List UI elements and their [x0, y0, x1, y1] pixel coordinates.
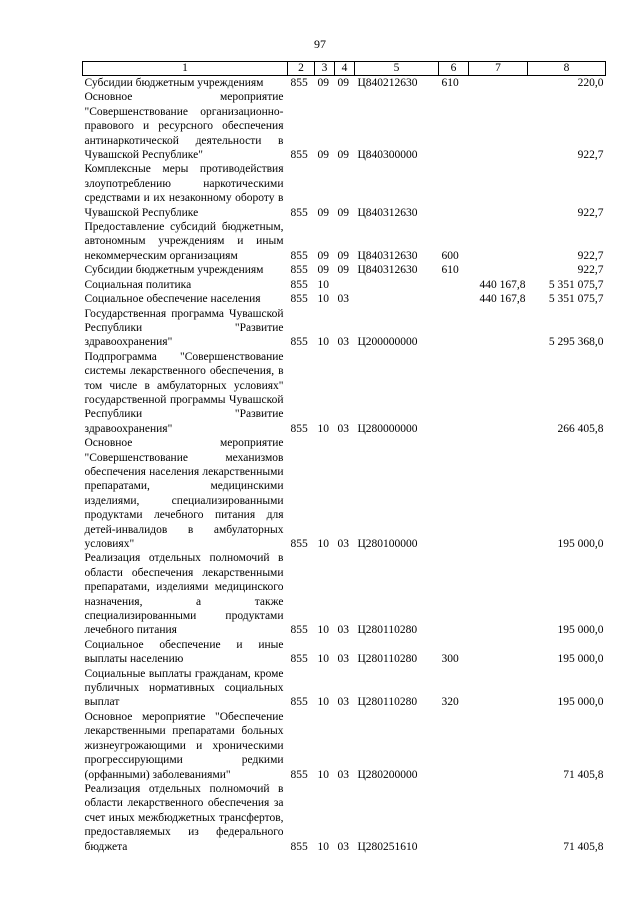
expense-type-cell: [439, 710, 469, 782]
column-header: 2: [288, 62, 315, 76]
ministry-code-cell: 855: [290, 278, 308, 291]
target-article-cell: Ц200000000: [357, 336, 418, 349]
target-article-cell: Ц840312630: [357, 206, 418, 219]
subsection-code-cell: [335, 278, 355, 292]
section-code-cell: 10: [317, 293, 329, 306]
amount-total-cell: 922,7: [577, 206, 604, 219]
row-name-cell: Реализация отдельных полномочий в области обеспечения лекарственными препаратами, изделиями медицинского назначения, а также специализированными продуктами лечебного питания: [84, 552, 284, 637]
amount-change-cell: [469, 76, 528, 91]
column-header: 1: [83, 62, 288, 76]
target-article-cell: Ц840312630: [357, 264, 418, 277]
target-article-cell: Ц280251610: [357, 840, 418, 853]
section-code-cell: 09: [317, 264, 329, 277]
expense-type-cell: [439, 551, 469, 637]
amount-change-cell: [469, 782, 528, 854]
table-row: [83, 90, 606, 162]
expense-type-cell: [439, 292, 469, 306]
section-code-cell: 10: [317, 538, 329, 550]
ministry-code-cell: 855: [290, 840, 308, 853]
target-article-cell: Ц840300000: [357, 149, 418, 162]
row-name-cell: Субсидии бюджетным учреждениям: [84, 264, 264, 277]
section-code-cell: 09: [317, 206, 329, 219]
ministry-code-cell: 855: [290, 206, 308, 219]
amount-total-cell: 71 405,8: [563, 840, 604, 853]
subsection-code-cell: 03: [337, 293, 349, 306]
section-code-cell: 10: [317, 422, 329, 435]
row-name-cell: Социальные выплаты гражданам, кроме публичных нормативных социальных выплат: [84, 667, 284, 709]
row-name-cell: Социальное обеспечение и иные выплаты населению: [84, 638, 284, 666]
amount-change-cell: [469, 710, 528, 782]
expense-type-cell: 300: [441, 653, 459, 666]
target-article-cell: Ц280000000: [357, 422, 418, 435]
table-row: [83, 292, 606, 306]
subsection-code-cell: 09: [337, 249, 349, 262]
table-row: [83, 162, 606, 220]
column-header: 8: [528, 62, 606, 76]
expense-type-cell: 320: [441, 696, 459, 709]
budget-table: [82, 61, 606, 854]
amount-total-cell: 5 295 368,0: [548, 336, 604, 349]
ministry-code-cell: 855: [290, 77, 308, 89]
amount-change-cell: [469, 638, 528, 667]
row-name-cell: Комплексные меры противодействия злоупотреблению наркотическими средствами и их незаконному обороту в Чувашской Республике: [84, 163, 284, 219]
section-code-cell: 10: [317, 624, 329, 637]
amount-change-cell: [469, 162, 528, 220]
expense-type-cell: [439, 350, 469, 436]
target-article-cell: Ц280110280: [357, 653, 418, 666]
section-code-cell: 10: [317, 840, 329, 853]
subsection-code-cell: 03: [337, 538, 349, 550]
row-name-cell: Социальная политика: [84, 278, 192, 291]
amount-total-cell: 71 405,8: [563, 768, 604, 781]
ministry-code-cell: 855: [290, 264, 308, 277]
section-code-cell: 09: [317, 249, 329, 262]
column-header: 5: [355, 62, 439, 76]
subsection-code-cell: 09: [337, 206, 349, 219]
row-name-cell: Основное мероприятие "Совершенствование организационно-правового и ресурсного обеспечения антинаркотической деятельности в Чувашской Республике": [84, 91, 284, 162]
page-number: 97: [314, 37, 326, 51]
amount-change-cell: [469, 307, 528, 350]
target-article-cell: [355, 278, 439, 292]
row-name-cell: Социальное обеспечение населения: [84, 293, 261, 306]
amount-change-cell: [469, 436, 528, 551]
ministry-code-cell: 855: [290, 336, 308, 349]
section-code-cell: 09: [317, 149, 329, 162]
amount-total-cell: 195 000,0: [557, 538, 604, 550]
ministry-code-cell: 855: [290, 653, 308, 666]
target-article-cell: Ц280200000: [357, 768, 418, 781]
expense-type-cell: 600: [441, 249, 459, 262]
table-row: [83, 307, 606, 350]
expense-type-cell: [439, 90, 469, 162]
row-name-cell: Предоставление субсидий бюджетным, автономным учреждениям и иным некоммерческим организациям: [84, 221, 284, 262]
target-article-cell: Ц280110280: [357, 696, 418, 709]
column-number-header-row: [83, 62, 606, 76]
subsection-code-cell: 03: [337, 840, 349, 853]
row-name-cell: Подпрограмма "Совершенствование системы лекарственного обеспечения, в том числе в амбулаторных условиях" государственной программы Чувашской Республики "Развитие здравоохранения": [84, 350, 284, 435]
amount-change-cell: 440 167,8: [479, 293, 526, 306]
ministry-code-cell: 855: [290, 624, 308, 637]
amount-change-cell: 440 167,8: [479, 278, 526, 291]
section-code-cell: 10: [317, 278, 329, 291]
subsection-code-cell: 09: [337, 264, 349, 277]
section-code-cell: 10: [317, 653, 329, 666]
expense-type-cell: [439, 782, 469, 854]
table-row: [83, 638, 606, 667]
table-row: [83, 782, 606, 854]
column-header: 7: [469, 62, 528, 76]
amount-total-cell: 5 351 075,7: [548, 293, 604, 306]
table-row: [83, 551, 606, 637]
amount-total-cell: 5 351 075,7: [548, 278, 604, 291]
expense-type-cell: [439, 162, 469, 220]
target-article-cell: Ц280100000: [357, 538, 418, 550]
table-row: [83, 263, 606, 277]
amount-total-cell: 195 000,0: [557, 624, 604, 637]
subsection-code-cell: 03: [337, 624, 349, 637]
row-name-cell: Основное мероприятие "Совершенствование механизмов обеспечения населения лекарственными препаратами, медицинскими изделиями, специализированными продуктами лечебного питания для детей-инвалидов в амбулаторных условиях": [84, 437, 284, 550]
expense-type-cell: 610: [441, 77, 459, 89]
ministry-code-cell: 855: [290, 696, 308, 709]
amount-total-cell: 922,7: [577, 249, 604, 262]
amount-total-cell: 922,7: [577, 264, 604, 277]
column-header: 6: [439, 62, 469, 76]
amount-change-cell: [469, 263, 528, 277]
amount-total-cell: 220,0: [577, 77, 604, 89]
ministry-code-cell: 855: [290, 538, 308, 550]
ministry-code-cell: 855: [290, 149, 308, 162]
column-header: 4: [335, 62, 355, 76]
amount-change-cell: [469, 350, 528, 436]
row-name-cell: Государственная программа Чувашской Республики "Развитие здравоохранения": [84, 307, 284, 349]
amount-change-cell: [469, 220, 528, 263]
table-row: [83, 667, 606, 710]
amount-change-cell: [469, 551, 528, 637]
ministry-code-cell: 855: [290, 768, 308, 781]
table-row: [83, 436, 606, 551]
subsection-code-cell: 03: [337, 696, 349, 709]
section-code-cell: 10: [317, 768, 329, 781]
table-row: [83, 220, 606, 263]
expense-type-cell: [439, 307, 469, 350]
section-code-cell: 09: [317, 77, 329, 89]
column-header: 3: [315, 62, 335, 76]
table-row: [83, 350, 606, 436]
target-article-cell: Ц280110280: [357, 624, 418, 637]
ministry-code-cell: 855: [290, 422, 308, 435]
subsection-code-cell: 03: [337, 653, 349, 666]
table-row: [83, 710, 606, 782]
section-code-cell: 10: [317, 336, 329, 349]
amount-change-cell: [469, 667, 528, 710]
subsection-code-cell: 03: [337, 336, 349, 349]
ministry-code-cell: 855: [290, 293, 308, 306]
expense-type-cell: [439, 278, 469, 292]
section-code-cell: 10: [317, 696, 329, 709]
target-article-cell: [355, 292, 439, 306]
row-name-cell: Основное мероприятие "Обеспечение лекарственными препаратами больных жизнеугрожающими и хроническими прогрессирующими редкими (орфанными) заболеваниями": [84, 710, 284, 781]
subsection-code-cell: 09: [337, 77, 349, 89]
subsection-code-cell: 03: [337, 768, 349, 781]
target-article-cell: Ц840212630: [357, 77, 418, 89]
table-row: [83, 76, 606, 91]
amount-total-cell: 195 000,0: [557, 653, 604, 666]
subsection-code-cell: 03: [337, 422, 349, 435]
expense-type-cell: 610: [441, 264, 459, 277]
subsection-code-cell: 09: [337, 149, 349, 162]
target-article-cell: Ц840312630: [357, 249, 418, 262]
table-row: [83, 278, 606, 292]
expense-type-cell: [439, 436, 469, 551]
table-body: [83, 76, 606, 854]
ministry-code-cell: 855: [290, 249, 308, 262]
row-name-cell: Реализация отдельных полномочий в области лекарственного обеспечения за счет иных межбюджетных трансфертов, предоставляемых из федерального бюджета: [84, 782, 284, 853]
row-name-cell: Субсидии бюджетным учреждениям: [84, 77, 264, 89]
amount-change-cell: [469, 90, 528, 162]
amount-total-cell: 266 405,8: [557, 422, 604, 435]
amount-total-cell: 195 000,0: [557, 696, 604, 709]
amount-total-cell: 922,7: [577, 149, 604, 162]
